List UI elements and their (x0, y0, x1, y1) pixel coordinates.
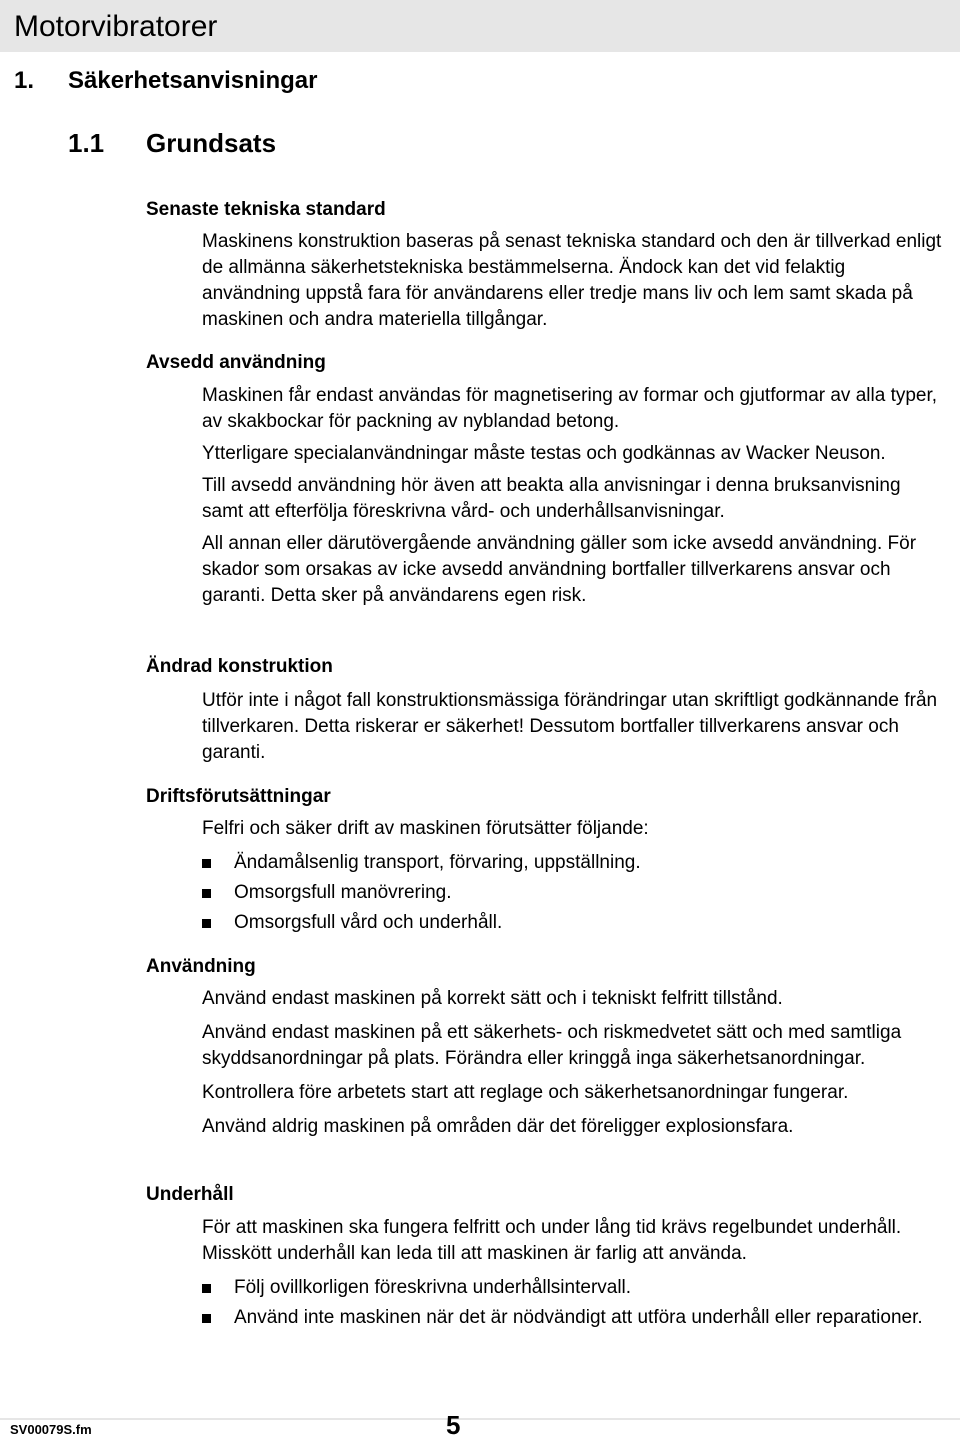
footer-file-name: SV00079S.fm (10, 1422, 92, 1437)
usage-body (202, 986, 942, 1146)
paragraph: Maskinen får endast användas för magnetisering av formar och gjutformar av alla typer, av skakbockar för packning av nyblandad betong. (202, 385, 938, 432)
list-item: Använd inte maskinen när det är nödvändigt att utföra underhåll eller reparationer. (202, 1305, 942, 1331)
paragraph: Maskinens konstruktion baseras på senast tekniska standard och den är tillverkad enligt de allmänna säkerhetstekniska bestämmelserna. Ändock kan det vid felaktig användning uppstå fara för användarens eller tredje mans liv och lem samt skada på maskinen och andra materiella tillgångar. (202, 231, 942, 330)
list-item: Ändamålsenlig transport, förvaring, uppställning. (202, 850, 942, 876)
paragraph: Felfri och säker drift av maskinen förutsätter följande: (202, 818, 649, 839)
footer-divider (0, 1418, 960, 1420)
modified-design-body (202, 688, 942, 772)
paragraph: Till avsedd användning hör även att beakta alla anvisningar i denna bruksanvisning samt att efterfölja föreskrivna vård- och underhållsanvisningar. (202, 475, 901, 522)
paragraph: Kontrollera före arbetets start att reglage och säkerhetsanordningar fungerar. (202, 1082, 849, 1103)
chapter-title: Säkerhetsanvisningar (68, 67, 318, 94)
chapter-number: 1. (14, 67, 35, 94)
list-item: Omsorgsfull vård och underhåll. (202, 910, 942, 936)
paragraph: Använd aldrig maskinen på områden där det föreligger explosionsfara. (202, 1116, 794, 1137)
bullet-list (202, 1275, 942, 1331)
page-number: 5 (446, 1410, 461, 1440)
list-item: Omsorgsfull manövrering. (202, 880, 942, 906)
subheading-operating-conditions: Driftsförutsättningar (146, 786, 331, 807)
bullet-icon (202, 919, 211, 928)
section-heading (68, 124, 276, 162)
subheading-usage: Användning (146, 956, 256, 977)
bullet-icon (202, 859, 211, 868)
paragraph: Använd endast maskinen på ett säkerhets- och riskmedvetet sätt och med samtliga skyddsanordningar på plats. Förändra eller kringgå inga säkerhetsanordningar. (202, 1022, 902, 1069)
paragraph: Använd endast maskinen på korrekt sätt och i tekniskt felfritt tillstånd. (202, 988, 783, 1009)
bullet-icon (202, 889, 211, 898)
subheading-maintenance: Underhåll (146, 1184, 234, 1205)
section-number: 1.1 (68, 128, 105, 158)
list-item: Följ ovillkorligen föreskrivna underhållsintervall. (202, 1275, 942, 1301)
subheading-standard: Senaste tekniska standard (146, 199, 386, 220)
chapter-heading (14, 60, 954, 98)
section-title: Grundsats (146, 128, 277, 158)
operating-conditions-body (202, 816, 942, 940)
paragraph: För att maskinen ska fungera felfritt och under lång tid krävs regelbundet underhåll. Misskött underhåll kan leda till att maskinen är farlig att använda. (202, 1217, 902, 1264)
maintenance-body (202, 1215, 942, 1335)
intended-use-body (202, 383, 942, 615)
paragraph: All annan eller därutövergående användning gäller som icke avsedd användning. För skador som orsakas av icke avsedd användning bortfaller tillverkarens ansvar och garanti. Detta sker på användarens egen risk. (202, 533, 917, 606)
bullet-list (202, 850, 942, 936)
bullet-icon (202, 1284, 211, 1293)
standard-body (202, 229, 942, 339)
bullet-icon (202, 1314, 211, 1323)
paragraph: Utför inte i något fall konstruktionsmässiga förändringar utan skriftligt godkännande från tillverkaren. Detta riskerar er säkerhet! Dessutom bortfaller tillverkarens ansvar och garanti. (202, 690, 938, 763)
document-title: Motorvibratorer (14, 10, 218, 43)
subheading-intended-use: Avsedd användning (146, 352, 326, 373)
paragraph: Ytterligare specialanvändningar måste testas och godkännas av Wacker Neuson. (202, 443, 886, 464)
subheading-modified-design: Ändrad konstruktion (146, 656, 333, 677)
